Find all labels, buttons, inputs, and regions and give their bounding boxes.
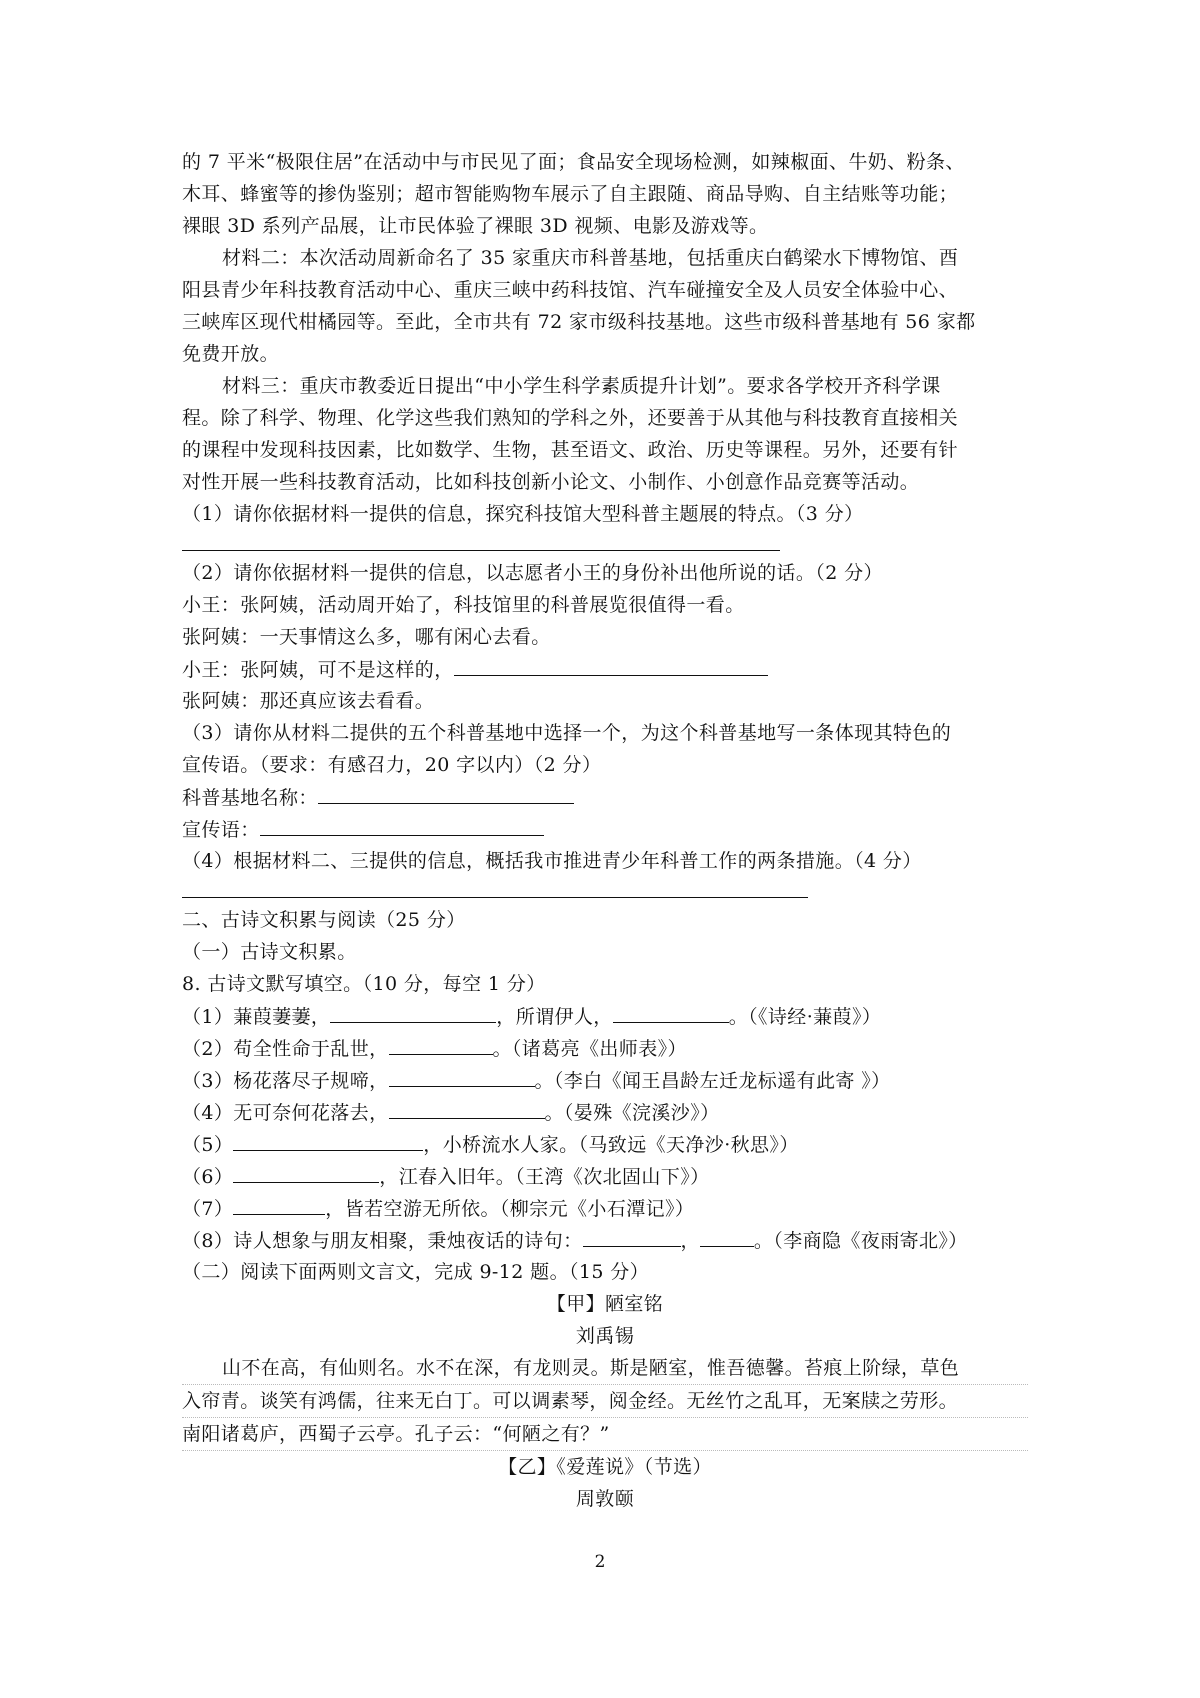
poem-text: （3）杨花落尽子规啼， [182,1070,389,1092]
dialog-text: 小王：张阿姨，可不是这样的， [182,659,454,681]
material-three-line: 对性开展一些科技教育活动，比如科技创新小论文、小制作、小创意作品竞赛等活动。 [182,471,920,493]
poem-text: （2）苟全性命于乱世， [182,1038,389,1060]
dialog-line: 张阿姨：那还真应该去看看。 [182,690,435,712]
poem-blank[interactable] [233,1160,379,1183]
poem-line-2 [182,1032,1028,1064]
text-a-line: 入帘青。谈笑有鸿儒，往来无白丁。可以调素琴，阅金经。无丝竹之乱耳，无案牍之劳形。 [182,1385,1028,1418]
poem-text: （4）无可奈何花落去， [182,1102,389,1124]
answer-line-1[interactable] [182,530,780,551]
question-2: （2）请你依据材料一提供的信息，以志愿者小王的身份补出他所说的话。（2 分） [182,562,883,584]
poem-text: （8）诗人想象与朋友相聚，秉烛夜话的诗句： [182,1230,583,1252]
poem-blank[interactable] [583,1224,681,1247]
paragraph-line: 裸眼 3D 系列产品展，让市民体验了裸眼 3D 视频、电影及游戏等。 [182,215,769,237]
poem-blank[interactable] [389,1032,493,1055]
dialog-line: 小王：张阿姨，活动周开始了，科技馆里的科普展览很值得一看。 [182,594,745,616]
text-a-title: 【甲】陋室铭 [546,1293,664,1315]
question-3: 宣传语。（要求：有感召力，20 字以内）（2 分） [182,754,602,776]
material-two-line: 三峡库区现代柑橘园等。至此，全市共有 72 家市级科技基地。这些市级科普基地有 56 家都 [182,311,976,333]
poem-text: （1）蒹葭萋萋， [182,1006,331,1028]
poem-blank[interactable] [613,1000,729,1023]
text-a-author: 刘禹锡 [575,1325,635,1347]
material-three-line: 的课程中发现科技因素，比如数学、生物，甚至语文、政治、历史等课程。另外，还要有针 [182,439,959,461]
question-8: 8. 古诗文默写填空。（10 分，每空 1 分） [182,973,546,995]
answer-line-4[interactable] [182,877,808,898]
poem-text: ，江春入旧年。（王湾《次北固山下》） [379,1166,710,1188]
answer-blank[interactable] [454,653,768,676]
material-three-line: 程。除了科学、物理、化学这些我们熟知的学科之外，还要善于从其他与科技教育直接相关 [182,407,959,429]
poem-line-1 [182,1000,1028,1032]
slogan-row [182,813,1028,845]
poem-line-5 [182,1128,1028,1160]
poem-blank[interactable] [389,1064,535,1087]
poem-text: 。（李白《闻王昌龄左迁龙标遥有此寄 》） [534,1070,891,1092]
poem-text: （5） [182,1134,234,1156]
text-b-author: 周敦颐 [575,1488,635,1510]
poem-line-6 [182,1160,1028,1192]
slogan-blank[interactable] [260,813,544,836]
poem-text: ，小桥流水人家。（马致远《天净沙·秋思》） [423,1134,799,1156]
paragraph-line: 木耳、蜂蜜等的掺伪鉴别；超市智能购物车展示了自主跟随、商品导购、自主结账等功能； [182,183,959,205]
question-3: （3）请你从材料二提供的五个科普基地中选择一个，为这个科普基地写一条体现其特色的 [182,722,952,744]
material-two-line: 材料二：本次活动周新命名了 35 家重庆市科普基地，包括重庆白鹤梁水下博物馆、酉 [222,247,959,269]
poem-line-4 [182,1096,1028,1128]
poem-text: 。（诸葛亮《出师表》） [492,1038,687,1060]
page-number: 2 [594,1552,606,1572]
poem-blank[interactable] [389,1096,545,1119]
dialog-line-blank [182,653,1028,685]
subsection-heading: （一）古诗文积累。 [182,941,357,963]
material-two-line: 阳县青少年科技教育活动中心、重庆三峡中药科技馆、汽车碰撞安全及人员安全体验中心、 [182,279,959,301]
poem-text: （6） [182,1166,234,1188]
poem-blank[interactable] [233,1128,423,1151]
poem-text: 。（李商隐《夜雨寄北》） [753,1230,968,1252]
text-a-line: 山不在高，有仙则名。水不在深，有龙则灵。斯是陋室，惟吾德馨。苔痕上阶绿，草色 [182,1352,1028,1385]
base-name-row [182,781,1028,813]
section-heading: 二、古诗文积累与阅读（25 分） [182,909,466,931]
poem-text: ，所谓伊人， [496,1006,613,1028]
poem-text: ， [680,1230,700,1252]
material-three-line: 材料三：重庆市教委近日提出“中小学生科学素质提升计划”。要求各学校开齐科学课 [222,375,941,397]
poem-blank[interactable] [700,1224,754,1247]
poem-text: 。（《诗经·蒹葭》） [728,1006,882,1028]
text-b-title: 【乙】《爱莲说》（节选） [498,1456,712,1478]
poem-blank[interactable] [233,1192,325,1215]
slogan-label: 宣传语： [182,819,260,841]
subsection-heading: （二）阅读下面两则文言文，完成 9-12 题。（15 分） [182,1261,650,1283]
poem-text: 。（晏殊《浣溪沙》） [544,1102,720,1124]
poem-line-7 [182,1192,1028,1224]
dialog-line: 张阿姨：一天事情这么多，哪有闲心去看。 [182,626,551,648]
text-a-line: 南阳诸葛庐，西蜀子云亭。孔子云：“何陋之有？” [182,1418,1028,1451]
poem-line-3 [182,1064,1028,1096]
base-name-label: 科普基地名称： [182,787,318,809]
poem-text: ，皆若空游无所依。（柳宗元《小石潭记》） [325,1198,695,1220]
paragraph-line: 的 7 平米“极限住居”在活动中与市民见了面；食品安全现场检测，如辣椒面、牛奶、粉条、 [182,151,965,173]
question-1: （1）请你依据材料一提供的信息，探究科技馆大型科普主题展的特点。（3 分） [182,503,864,525]
poem-text: （7） [182,1198,234,1220]
question-4: （4）根据材料二、三提供的信息，概括我市推进青少年科普工作的两条措施。（4 分） [182,850,922,872]
material-two-line: 免费开放。 [182,343,280,365]
page-content [182,146,1028,1515]
poem-line-8 [182,1224,1028,1256]
base-name-blank[interactable] [318,781,574,804]
poem-blank[interactable] [330,1000,496,1023]
